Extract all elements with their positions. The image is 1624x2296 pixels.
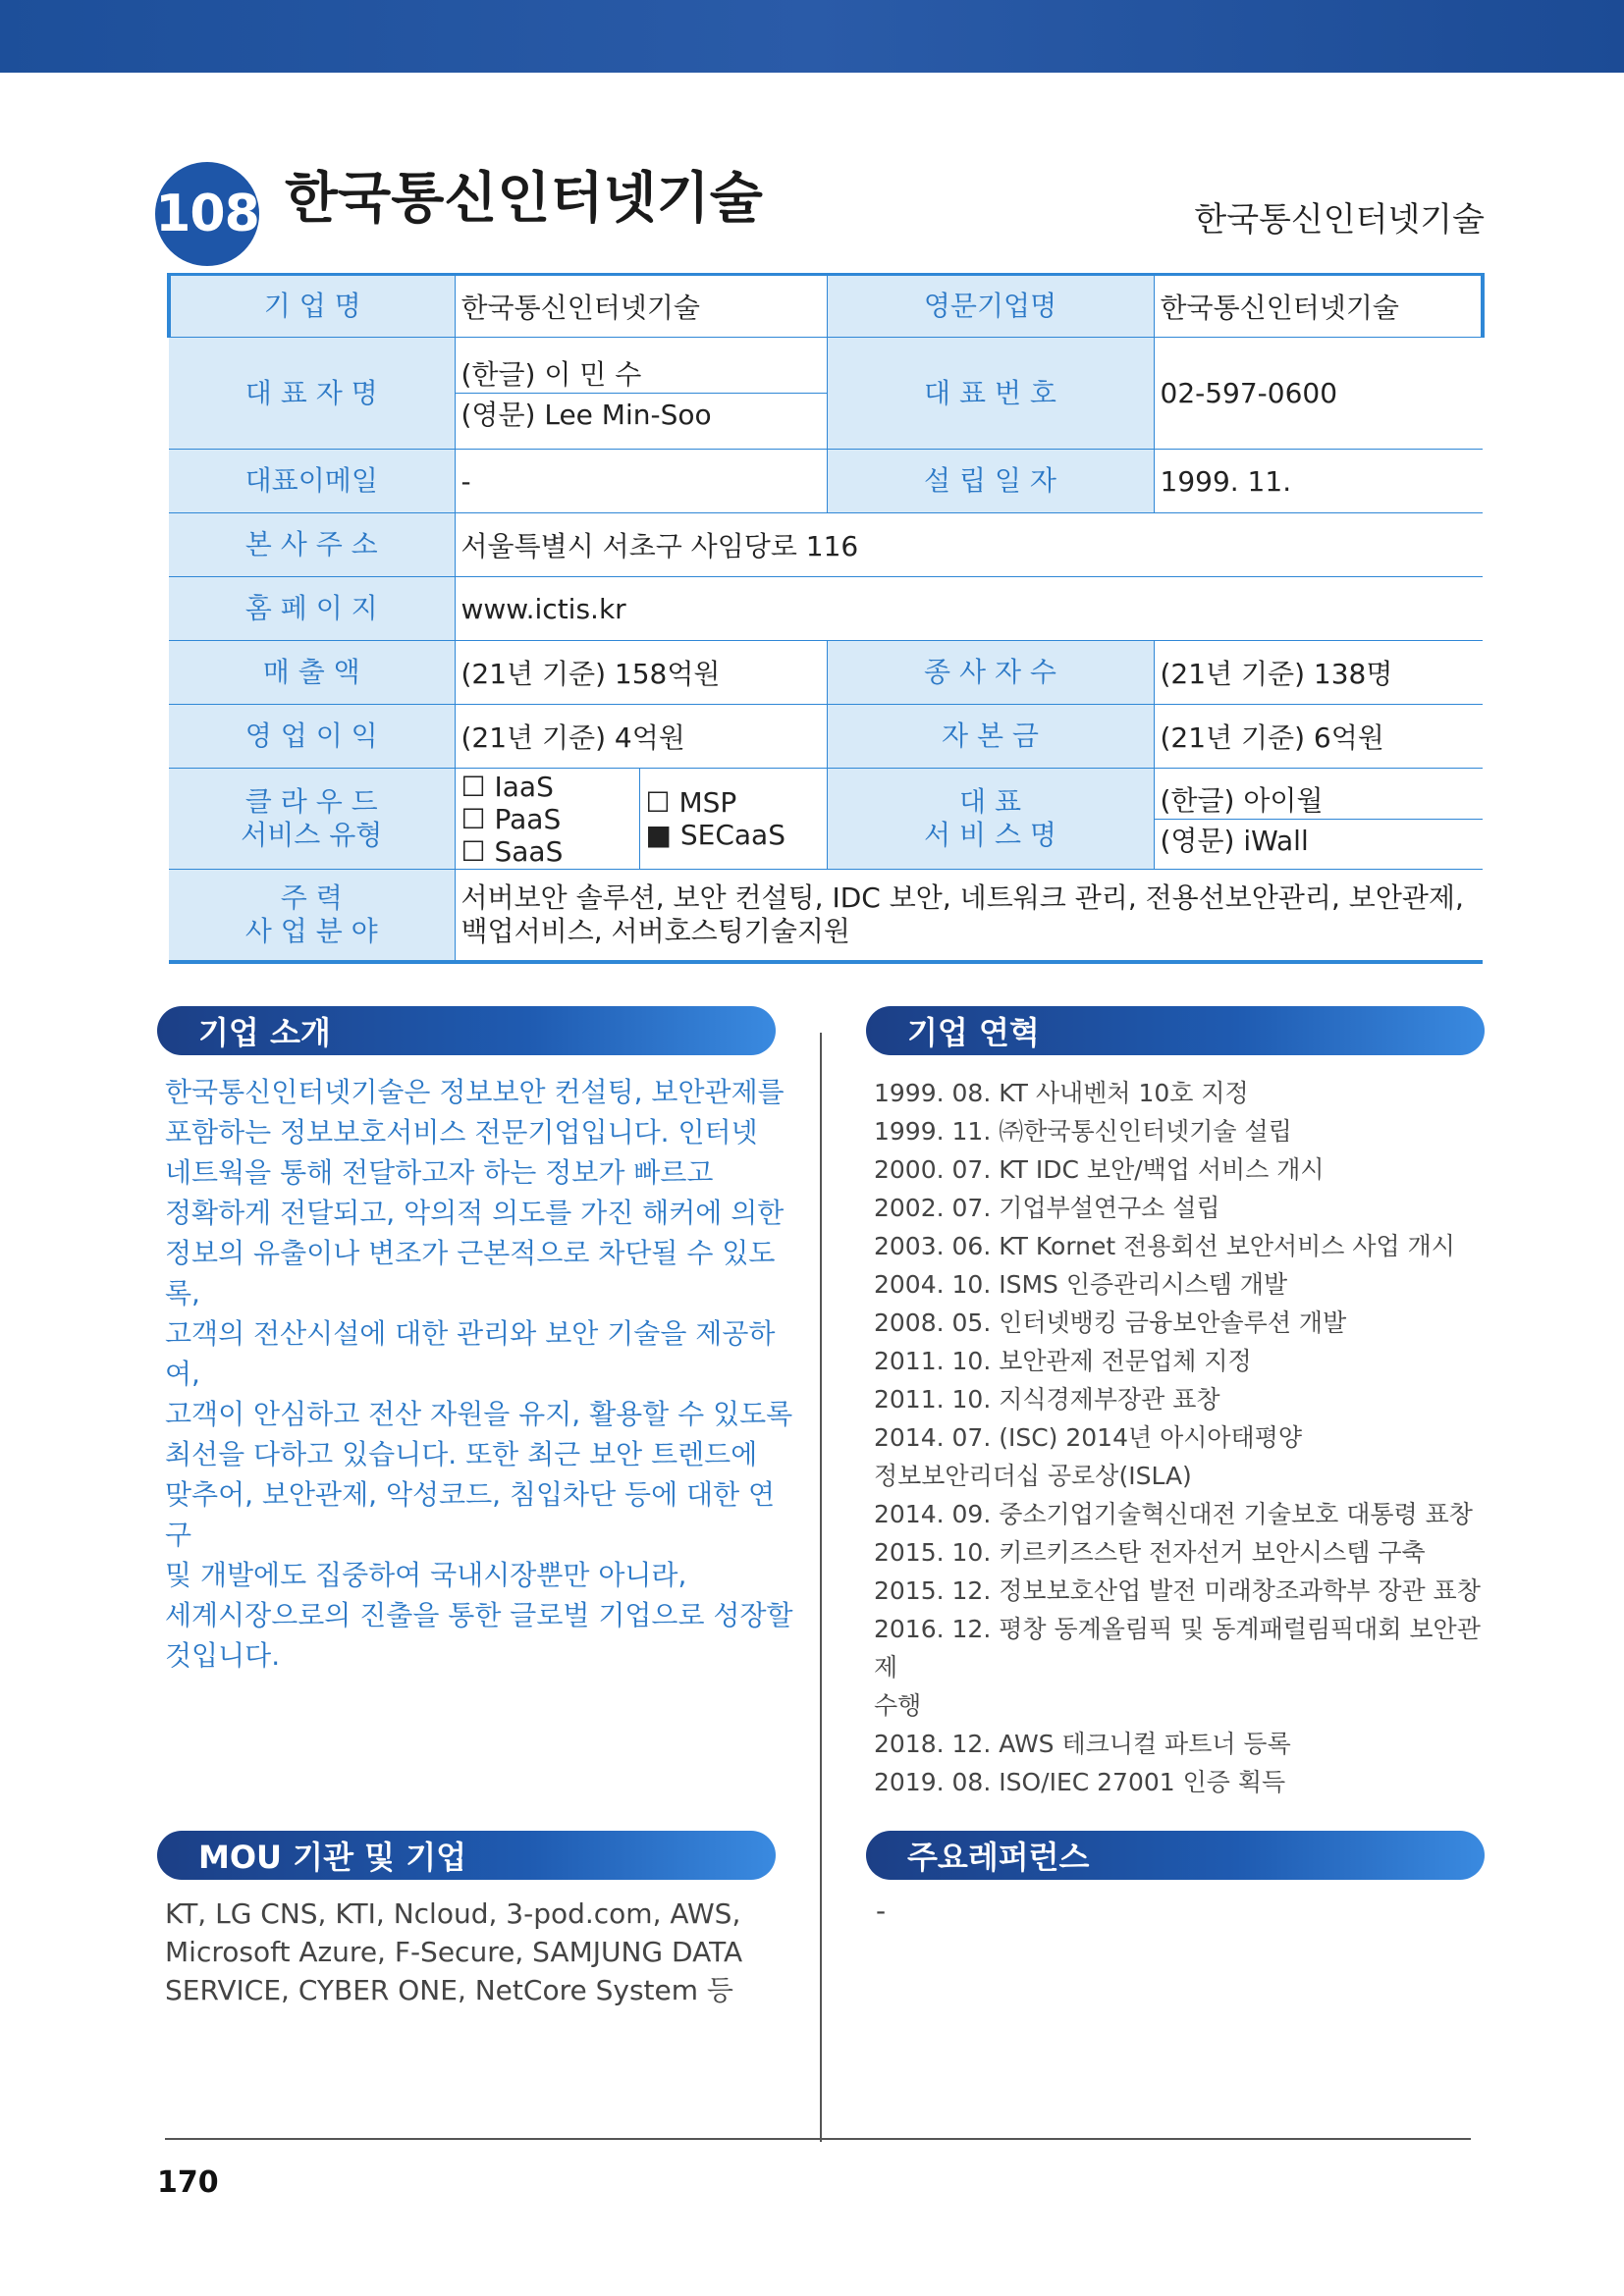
homepage-label: 홈 페 이 지 <box>169 577 455 641</box>
intro-line: 정보의 유출이나 변조가 근본적으로 차단될 수 있도록, <box>165 1237 776 1309</box>
footer-rule <box>165 2138 1471 2140</box>
ceo-en: (영문) Lee Min-Soo <box>456 393 827 433</box>
section-header-intro: 기업 소개 <box>157 1006 776 1055</box>
intro-line: 포함하는 정보보호서비스 전문기업입니다. 인터넷 <box>165 1116 758 1148</box>
history-item: 2014. 09. 중소기업기술혁신대전 기술보호 대통령 표창 <box>874 1500 1473 1528</box>
intro-line: 네트웍을 통해 전달하고자 하는 정보가 빠르고 <box>165 1156 714 1189</box>
profit-label: 영 업 이 익 <box>169 705 455 769</box>
history-item: 2016. 12. 평창 동계올림픽 및 동계패럴림픽대회 보안관제 <box>874 1615 1481 1682</box>
page-title: 한국통신인터넷기술 <box>285 167 763 231</box>
history-item: 2003. 06. KT Kornet 전용회선 보안서비스 사업 개시 <box>874 1232 1455 1260</box>
cloud-type-label-line2: 서비스 유형 <box>241 819 383 851</box>
cloud-type-label <box>169 769 455 870</box>
section-header-history: 기업 연혁 <box>866 1006 1485 1055</box>
intro-line: 및 개발에도 집중하여 국내시장뿐만 아니라, <box>165 1559 687 1591</box>
email-label: 대표이메일 <box>169 450 455 513</box>
employees-label: 종 사 자 수 <box>827 641 1154 705</box>
intro-line: 고객의 전산시설에 대한 관리와 보안 기술을 제공하여, <box>165 1317 776 1390</box>
profit-value: (21년 기준) 4억원 <box>455 705 827 769</box>
capital-value: (21년 기준) 6억원 <box>1154 705 1483 769</box>
service-label-line2: 서 비 스 명 <box>924 819 1056 851</box>
column-divider <box>820 1033 822 2142</box>
company-intro <box>165 1072 793 1676</box>
service-label-line1: 대 표 <box>959 785 1021 818</box>
checkbox-paas: ☐ PaaS <box>460 802 562 835</box>
company-number-badge: 108 <box>155 162 259 266</box>
intro-line: 정확하게 전달되고, 악의적 의도를 가진 해커에 의한 <box>165 1197 785 1229</box>
history-item: 2019. 08. ISO/IEC 27001 인증 획득 <box>874 1768 1286 1796</box>
ceo-kr: (한글) 이 민 수 <box>460 358 642 391</box>
founded-value: 1999. 11. <box>1154 450 1483 513</box>
phone-label: 대 표 번 호 <box>827 338 1154 450</box>
history-item: 2011. 10. 보안관제 전문업체 지정 <box>874 1347 1252 1375</box>
intro-line: 최선을 다하고 있습니다. 또한 최근 보안 트렌드에 <box>165 1438 758 1470</box>
history-item: 2014. 07. (ISC) 2014년 아시아태평양 <box>874 1423 1302 1452</box>
eng-company-label: 영문기업명 <box>827 275 1154 338</box>
email-value: - <box>455 450 827 513</box>
company-info-table <box>167 273 1485 964</box>
service-en: (영문) iWall <box>1155 819 1484 859</box>
page-subtitle: 한국통신인터넷기술 <box>1194 200 1485 240</box>
capital-label: 자 본 금 <box>827 705 1154 769</box>
history-item: 1999. 11. ㈜한국통신인터넷기술 설립 <box>874 1117 1292 1146</box>
intro-line: 것입니다. <box>165 1639 281 1672</box>
homepage-value: www.ictis.kr <box>455 577 1483 641</box>
intro-line: 맞추어, 보안관제, 악성코드, 침입차단 등에 대한 연구 <box>165 1478 776 1551</box>
cloud-type-col2 <box>639 769 827 870</box>
checkbox-iaas: ☐ IaaS <box>460 770 554 803</box>
service-value <box>1154 769 1483 870</box>
sales-label: 매 출 액 <box>169 641 455 705</box>
address-value: 서울특별시 서초구 사임당로 116 <box>455 513 1483 577</box>
checkbox-saas: ☐ SaaS <box>460 834 564 868</box>
intro-line: 고객이 안심하고 전산 자원을 유지, 활용할 수 있도록 <box>165 1398 793 1430</box>
history-item: 2018. 12. AWS 테크니컬 파트너 등록 <box>874 1730 1291 1758</box>
top-banner <box>0 0 1624 73</box>
mou-line: Microsoft Azure, F-Secure, SAMJUNG DATA <box>165 1936 743 1968</box>
mou-line: SERVICE, CYBER ONE, NetCore System 등 <box>165 1974 733 2006</box>
eng-company-value: 한국통신인터넷기술 <box>1154 275 1483 338</box>
cloud-type-label-line1: 클 라 우 드 <box>244 785 378 818</box>
history-item: 2002. 07. 기업부설연구소 설립 <box>874 1194 1220 1222</box>
section-header-references: 주요레퍼런스 <box>866 1831 1485 1880</box>
intro-line: 한국통신인터넷기술은 정보보안 컨설팅, 보안관제를 <box>165 1076 785 1108</box>
references-value: - <box>876 1895 887 1927</box>
business-field-label-line1: 주 력 <box>280 881 343 914</box>
business-field-label <box>169 870 455 962</box>
phone-value: 02-597-0600 <box>1154 338 1483 450</box>
checkbox-secaas: ■ SECaaS <box>645 819 785 851</box>
service-label <box>827 769 1154 870</box>
checkbox-msp: ☐ MSP <box>645 786 737 819</box>
history-item: 수행 <box>874 1691 922 1720</box>
address-label: 본 사 주 소 <box>169 513 455 577</box>
history-item: 2011. 10. 지식경제부장관 표창 <box>874 1385 1220 1414</box>
company-name-value: 한국통신인터넷기술 <box>455 275 827 338</box>
history-item: 2004. 10. ISMS 인증관리시스템 개발 <box>874 1270 1288 1299</box>
mou-line: KT, LG CNS, KTI, Ncloud, 3-pod.com, AWS, <box>165 1897 741 1930</box>
company-history <box>874 1074 1483 1801</box>
mou-list <box>165 1895 774 2009</box>
cloud-type-col1 <box>455 769 639 870</box>
history-item: 정보보안리더십 공로상(ISLA) <box>874 1462 1192 1490</box>
employees-value: (21년 기준) 138명 <box>1154 641 1483 705</box>
ceo-value <box>455 338 827 450</box>
history-item: 2015. 10. 키르키즈스탄 전자선거 보안시스템 구축 <box>874 1538 1426 1567</box>
page-number: 170 <box>157 2165 219 2200</box>
company-name-label: 기 업 명 <box>169 275 455 338</box>
business-field-value: 서버보안 솔루션, 보안 컨설팅, IDC 보안, 네트워크 관리, 전용선보안관리, 보안관제, 백업서비스, 서버호스팅기술지원 <box>455 870 1483 962</box>
history-item: 2015. 12. 정보보호산업 발전 미래창조과학부 장관 표창 <box>874 1576 1481 1605</box>
history-item: 2000. 07. KT IDC 보안/백업 서비스 개시 <box>874 1155 1325 1184</box>
service-kr: (한글) 아이월 <box>1160 783 1324 817</box>
business-field-label-line2: 사 업 분 야 <box>244 914 378 947</box>
sales-value: (21년 기준) 158억원 <box>455 641 827 705</box>
history-item: 1999. 08. KT 사내벤처 10호 지정 <box>874 1079 1249 1107</box>
section-header-mou: MOU 기관 및 기업 <box>157 1831 776 1880</box>
ceo-label: 대 표 자 명 <box>169 338 455 450</box>
history-item: 2008. 05. 인터넷뱅킹 금융보안솔루션 개발 <box>874 1308 1347 1337</box>
intro-line: 세계시장으로의 진출을 통한 글로벌 기업으로 성장할 <box>165 1599 793 1631</box>
founded-label: 설 립 일 자 <box>827 450 1154 513</box>
